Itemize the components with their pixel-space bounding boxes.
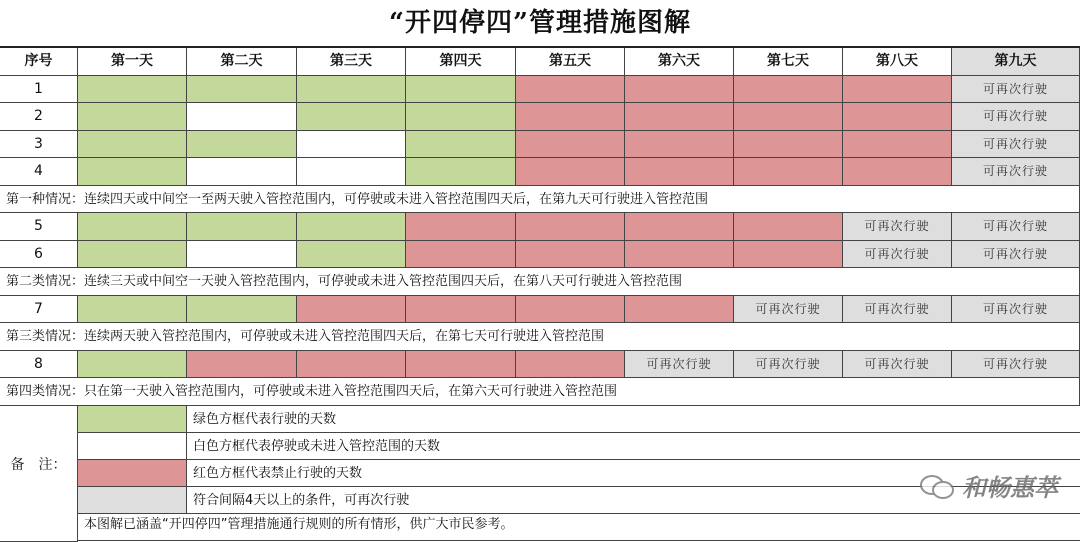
day-cell-green [187,296,297,324]
ok-label: 可再次行驶 [864,246,930,261]
row-number: 8 [0,351,78,379]
day-cell-gray [734,296,843,324]
day-cell-gray [843,296,952,324]
day-cell-red [843,131,952,159]
legend-label: 备 注： [0,406,78,542]
day-cell-green [406,158,516,186]
row-number: 2 [0,103,78,131]
day-cell-red [406,351,516,379]
day-cell-green [187,213,297,241]
day-cell-gray [952,76,1080,104]
day-cell-red [516,296,625,324]
day-cell-red [843,158,952,186]
rules-table [0,46,1080,541]
case-note-row [0,186,1080,214]
day-cell-red [734,241,843,269]
header-day: 第五天 [516,48,625,76]
day-cell-gray [843,351,952,379]
chat-bubble-icon [920,473,954,499]
header-day: 第二天 [187,48,297,76]
table-row [0,213,1080,241]
table-row [0,103,1080,131]
day-cell-white [187,103,297,131]
day-cell-red [734,213,843,241]
day-cell-green [297,76,406,104]
row-number: 4 [0,158,78,186]
legend-text: 绿色方框代表行驶的天数 [187,406,1080,433]
case-note-row [0,268,1080,296]
legend-text: 符合间隔4天以上的条件，可再次行驶 [187,487,1080,514]
day-cell-red [297,351,406,379]
day-cell-green [78,296,187,324]
day-cell-white [187,241,297,269]
day-cell-red [516,351,625,379]
day-cell-gray [843,241,952,269]
ok-label: 可再次行驶 [982,109,1048,123]
ok-label: 可再次行驶 [755,301,821,316]
day-cell-green [78,158,187,186]
day-cell-red [516,131,625,159]
row-number: 7 [0,296,78,324]
day-cell-gray [952,131,1080,159]
watermark [920,468,1058,503]
row-number: 5 [0,213,78,241]
day-cell-green [297,213,406,241]
header-day: 第四天 [406,48,516,76]
day-cell-red [625,158,734,186]
day-cell-red [625,213,734,241]
day-cell-white [187,158,297,186]
legend-swatch-red [78,460,187,487]
day-cell-gray [952,351,1080,379]
header-index: 序号 [0,48,78,76]
day-cell-green [406,131,516,159]
day-cell-red [516,241,625,269]
ok-label: 可再次行驶 [982,219,1048,233]
ok-label: 可再次行驶 [864,219,930,233]
day-cell-gray [952,213,1080,241]
day-cell-red [734,103,843,131]
ok-label: 可再次行驶 [755,356,821,371]
day-cell-red [297,296,406,324]
day-cell-red [625,296,734,324]
day-cell-green [78,103,187,131]
day-cell-green [78,351,187,379]
day-cell-red [406,241,516,269]
day-cell-red [843,103,952,131]
case-note-row [0,323,1080,351]
day-cell-gray [952,103,1080,131]
header-row [0,48,1080,76]
ok-label: 可再次行驶 [864,356,930,371]
day-cell-red [516,213,625,241]
day-cell-green [187,131,297,159]
case-note: 第三类情况：连续两天驶入管控范围内，可停驶或未进入管控范围四天后，在第七天可行驶进入管控范围 [0,323,1080,351]
ok-label: 可再次行驶 [982,301,1048,316]
case-note: 第二类情况：连续三天或中间空一天驶入管控范围内，可停驶或未进入管控范围四天后，在第八天可行驶进入管控范围 [0,268,1080,296]
day-cell-red [516,76,625,104]
table-row [0,351,1080,379]
row-number: 1 [0,76,78,104]
table-row [0,131,1080,159]
case-note-row [0,378,1080,406]
day-cell-gray [952,241,1080,269]
header-day: 第八天 [843,48,952,76]
ok-label: 可再次行驶 [982,356,1048,371]
day-cell-red [406,296,516,324]
day-cell-gray [952,296,1080,324]
day-cell-red [625,103,734,131]
header-day: 第九天 [952,48,1080,76]
day-cell-red [734,158,843,186]
day-cell-green [406,76,516,104]
day-cell-red [406,213,516,241]
day-cell-gray [843,213,952,241]
day-cell-green [78,241,187,269]
day-cell-gray [734,351,843,379]
day-cell-red [734,131,843,159]
day-cell-red [516,103,625,131]
day-cell-red [516,158,625,186]
ok-label: 可再次行驶 [982,246,1048,261]
day-cell-red [843,76,952,104]
legend-footer: 本图解已涵盖“开四停四”管理措施通行规则的所有情形，供广大市民参考。 [78,514,1080,541]
day-cell-red [625,241,734,269]
legend-swatch-white [78,433,187,460]
ok-label: 可再次行驶 [982,164,1048,178]
legend-text: 红色方框代表禁止行驶的天数 [187,460,1080,487]
day-cell-green [297,103,406,131]
day-cell-green [297,241,406,269]
ok-label: 可再次行驶 [982,136,1048,151]
table-row [0,76,1080,104]
day-cell-green [187,76,297,104]
header-day: 第七天 [734,48,843,76]
day-cell-green [406,103,516,131]
ok-label: 可再次行驶 [864,301,930,316]
day-cell-red [734,76,843,104]
legend-swatch-green [78,406,187,433]
page-title: “开四停四”管理措施图解 [389,8,691,38]
row-number: 3 [0,131,78,159]
day-cell-gray [952,158,1080,186]
day-cell-green [78,213,187,241]
day-cell-gray [625,351,734,379]
header-day: 第三天 [297,48,406,76]
legend-swatch-gray [78,487,187,514]
case-note: 第四类情况：只在第一天驶入管控范围内，可停驶或未进入管控范围四天后，在第六天可行驶进入管控范围 [0,378,1080,406]
table-row [0,241,1080,269]
day-cell-green [78,76,187,104]
header-day: 第六天 [625,48,734,76]
table-row [0,296,1080,324]
day-cell-green [78,131,187,159]
day-cell-white [297,131,406,159]
day-cell-white [297,158,406,186]
ok-label: 可再次行驶 [646,356,712,371]
day-cell-red [187,351,297,379]
row-number: 6 [0,241,78,269]
header-day: 第一天 [78,48,187,76]
day-cell-red [625,131,734,159]
ok-label: 可再次行驶 [982,81,1048,96]
case-note: 第一种情况：连续四天或中间空一至两天驶入管控范围内，可停驶或未进入管控范围四天后，在第九天可行驶进入管控范围 [0,186,1080,214]
watermark-text: 和畅惠萃 [962,474,1058,502]
day-cell-red [625,76,734,104]
table-row [0,158,1080,186]
legend-text: 白色方框代表停驶或未进入管控范围的天数 [187,433,1080,460]
